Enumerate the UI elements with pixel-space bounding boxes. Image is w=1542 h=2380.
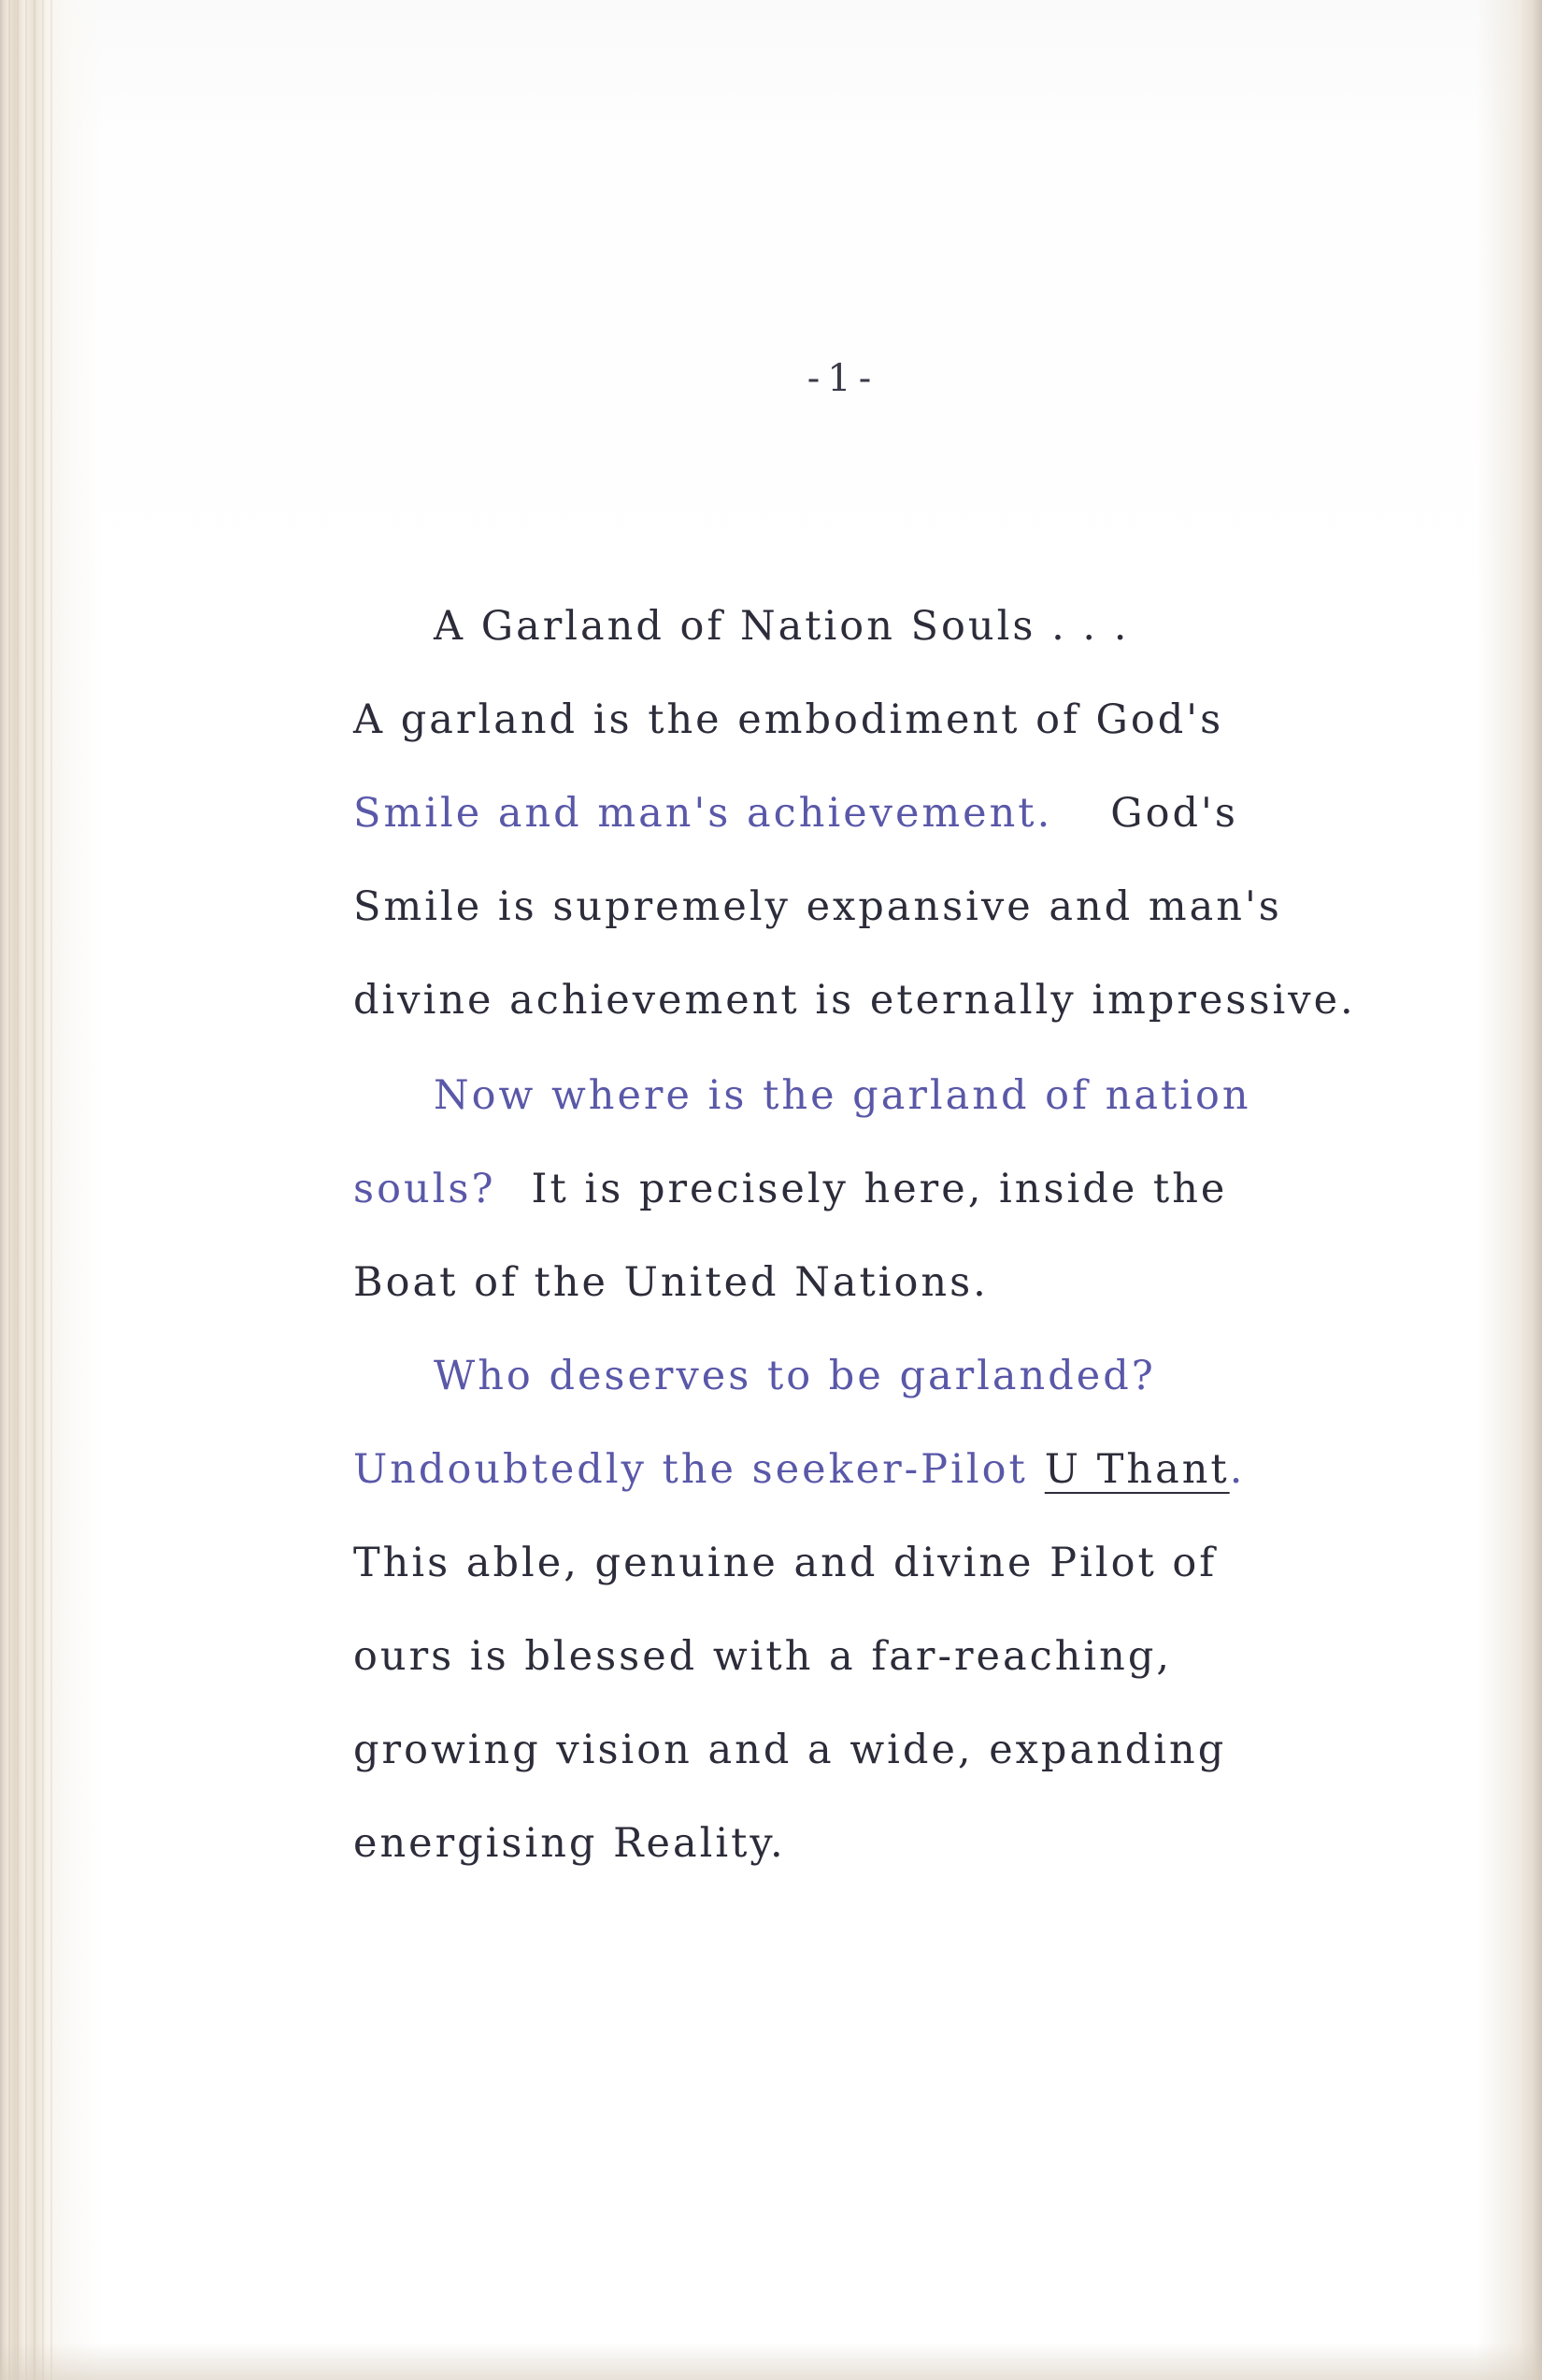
text-segment: God's xyxy=(1110,790,1238,837)
bottom-page-edge xyxy=(0,2343,1542,2380)
text-segment: Undoubtedly the seeker-Pilot xyxy=(353,1446,1028,1493)
text-line: This able, genuine and divine Pilot of xyxy=(353,1540,1218,1586)
text-line: Now where is the garland of nation xyxy=(434,1072,1251,1119)
text-line: Smile is supremely expansive and man's xyxy=(353,883,1282,930)
text-line: A garland is the embodiment of God's xyxy=(353,696,1224,743)
text-line xyxy=(353,1441,1245,1498)
text-line: divine achievement is eternally impressive. xyxy=(353,977,1356,1024)
text-line: growing vision and a wide, expanding xyxy=(353,1727,1227,1773)
text-segment: Smile and man's achievement. xyxy=(353,790,1053,837)
text-line xyxy=(353,785,1238,841)
text-line: Who deserves to be garlanded? xyxy=(434,1353,1156,1399)
text-line: Boat of the United Nations. xyxy=(353,1259,989,1306)
text-line: energising Reality. xyxy=(353,1820,786,1867)
heading-line: A Garland of Nation Souls . . . xyxy=(434,603,1130,650)
text-line: ours is blessed with a far-reaching, xyxy=(353,1633,1173,1680)
text-segment: souls? xyxy=(353,1166,496,1212)
underlined-name: U Thant xyxy=(1044,1446,1230,1493)
page-number: -1- xyxy=(807,357,879,400)
text-segment: . xyxy=(1229,1446,1246,1493)
text-segment: It is precisely here, inside the xyxy=(531,1166,1228,1212)
text-line xyxy=(353,1161,1227,1217)
